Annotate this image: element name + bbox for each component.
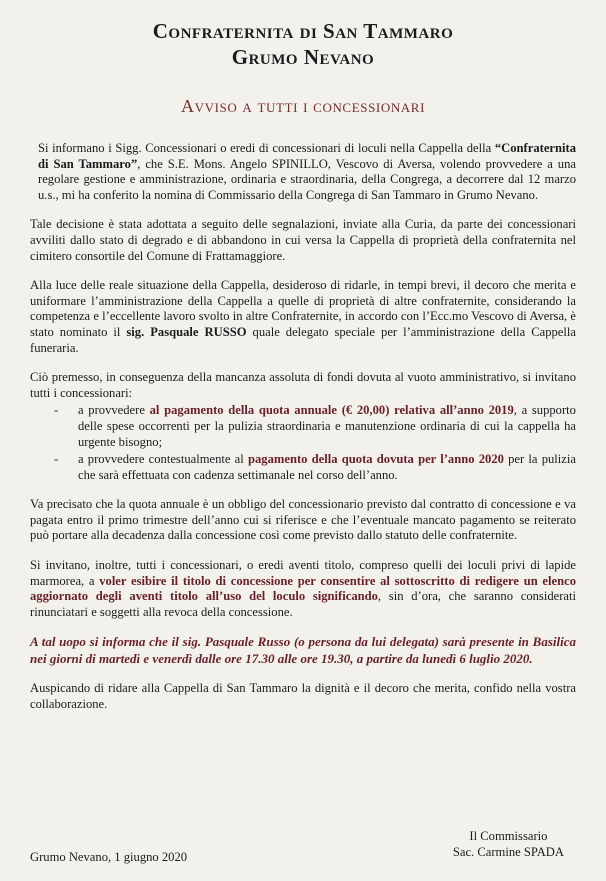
paragraph-2: Tale decisione è stata adottata a seguito delle segnalazioni, inviate alla Curia, da parte dei concessionari avviliti dallo stato di degrado e di abbandono in cui versa la Cappella di proprietà della confraternita nel cimitero consortile del Comune di Frattamaggiore. bbox=[30, 217, 576, 263]
paragraph-1-text-c: , che S.E. Mons. Angelo SPINILLO, Vescovo di Aversa, volendo provvedere a una regolare gestione e amministrazione, ordinaria e straordinaria, della Congrega, a decorrere dal 12 marzo u.s., mi ha conferito la nomina di Commissario della Congrega di San Tammaro in Grumo Nevano. bbox=[38, 156, 576, 202]
paragraph-6-text-a: Si invitano, inoltre, tutti i concessionari, o eredi aventi titolo, compreso quelli dei loculi privi di lapide marmorea, a bbox=[30, 558, 576, 588]
place-date: Grumo Nevano, 1 giugno 2020 bbox=[30, 850, 188, 864]
document-subtitle: Grumo Nevano bbox=[231, 45, 375, 69]
notice-heading: Avviso a tutti i concessionari bbox=[181, 96, 425, 116]
dash-bullet: - bbox=[54, 403, 59, 418]
list-item-2-text-a: a provvedere contestualmente al bbox=[78, 452, 248, 467]
document-title: Confraternita di San Tammaro bbox=[152, 19, 454, 43]
list-item bbox=[54, 403, 576, 450]
paragraph-6-highlight: voler esibire il titolo di concessione per consentire al sottoscritto di redigere un elenco aggiornato degli aventi titolo all’uso del loculo significando bbox=[30, 573, 576, 604]
paragraph-6 bbox=[30, 558, 576, 620]
list-item-1-text-a: a provvedere bbox=[78, 403, 150, 418]
list-item-2-highlight: pagamento della quota dovuta per l’anno 2020 bbox=[247, 452, 504, 467]
paragraph-6-text-c: , sin d’ora, che saranno considerati rinunciatari e soggetti alla revoca della concessione. bbox=[30, 589, 576, 619]
paragraph-5: Va precisato che la quota annuale è un obbligo del concessionario previsto dal contratto di concessione e va pagata entro il primo trimestre dell’anno cui si riferisce e che l’eventuale mancato pagamento se reiterato può portare alla decadenza dalla concessione così come previsto dallo statuto delle confraternite. bbox=[30, 497, 576, 543]
dash-bullet: - bbox=[54, 452, 59, 467]
paragraph-8: Auspicando di ridare alla Cappella di San Tammaro la dignità e il decoro che merita, confido nella vostra collaborazione. bbox=[30, 681, 576, 712]
signature-role: Il Commissario bbox=[469, 829, 548, 843]
list-item-2-text-c: per la pulizia che sarà effettuata con cadenza settimanale nel corso dell’anno. bbox=[78, 452, 576, 482]
paragraph-3-text-c: quale delegato speciale per l’amministrazione della Cappella funeraria. bbox=[30, 324, 576, 355]
paragraph-4: Ciò premesso, in conseguenza della mancanza assoluta di fondi dovuta al vuoto amministrativo, si invitano tutti i concessionari: bbox=[30, 370, 576, 400]
list-item-1-text-c: , a supporto delle spese occorrenti per la pulizia straordinaria e manutenzione ordinaria di cui la cappella ha urgente bisogno; bbox=[78, 403, 576, 449]
paragraph-1 bbox=[38, 141, 576, 203]
payment-list bbox=[30, 403, 576, 483]
paragraph-7-schedule: A tal uopo si informa che il sig. Pasquale Russo (o persona da lui delegata) sarà presente in Basilica nei giorni di martedì e venerdì dalle ore 17.30 alle ore 19.30, a partire da lunedì 6 luglio 2020. bbox=[30, 634, 576, 666]
paragraph-3 bbox=[30, 278, 576, 356]
paragraph-3-text-a: Alla luce delle reale situazione della Cappella, desideroso di ridarle, in tempi brevi, il decoro che merita e uniformare l’amministrazione della Cappella a quelle di proprietà di altre confraternite, considerando la competenza e l’eccellente lavoro svolto in altre Confraternite, in accordo con l’Ecc.mo Vescovo di Aversa, è stato nominato il bbox=[30, 278, 576, 339]
paragraph-3-bold: sig. Pasquale RUSSO bbox=[126, 324, 247, 339]
paragraph-1-text-a: Si informano i Sigg. Concessionari o eredi di concessionari di loculi nella Cappella della bbox=[38, 141, 495, 155]
list-item bbox=[54, 452, 576, 483]
signature bbox=[453, 828, 564, 860]
list-item-1-highlight: al pagamento della quota annuale (€ 20,00) relativa all’anno 2019 bbox=[149, 403, 514, 418]
paragraph-1-bold: “Confraternita di San Tammaro” bbox=[38, 141, 576, 171]
signature-name: Sac. Carmine SPADA bbox=[452, 845, 564, 859]
